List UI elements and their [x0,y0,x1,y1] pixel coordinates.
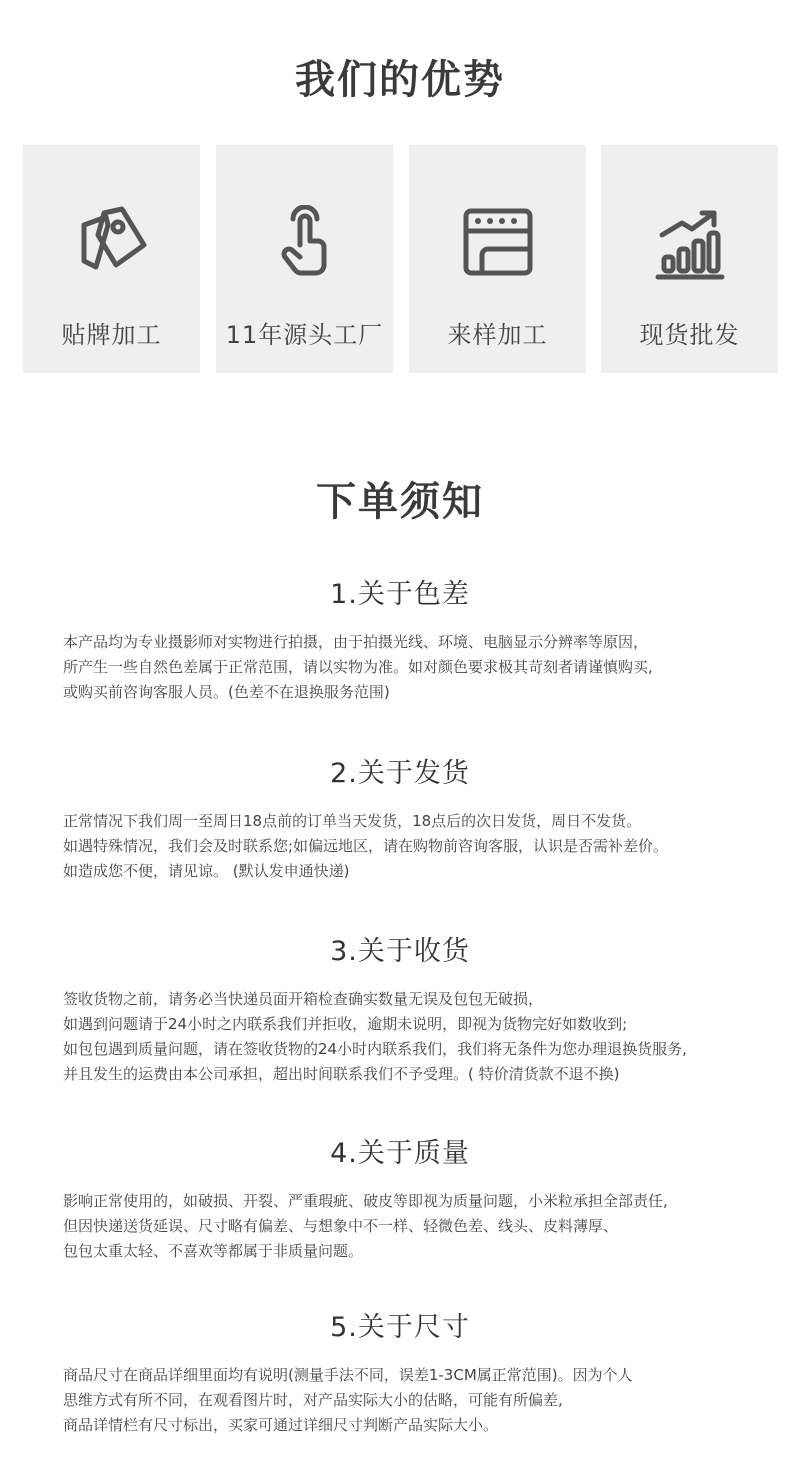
section-line: 包包太重太轻、不喜欢等都属于非质量问题。 [63,1242,364,1260]
section-line: 思维方式有所不同，在观看图片时，对产品实际大小的估略，可能有所偏差, [63,1391,563,1409]
section-line: 商品详情栏有尺寸标出，买家可通过详细尺寸判断产品实际大小。 [63,1416,499,1434]
section-line: 或购买前咨询客服人员。(色差不在退换服务范围) [63,683,390,701]
section-line: 如遇到问题请于24小时之内联系我们并拒收，逾期未说明，即视为货物完好如数收到; [63,1015,628,1033]
section-heading-size: 5.关于尺寸 [330,1312,470,1343]
section-body-quality [63,1189,793,1264]
section-line: 但因快递送货延误、尺寸略有偏差、与想象中不一样、轻微色差、线头、皮料薄厚、 [63,1217,619,1235]
advantage-label: 贴牌加工 [61,321,162,349]
section-line: 如包包遇到质量问题，请在签收货物的24小时内联系我们，我们将无条件为您办理退换货服务, [63,1040,687,1058]
pointing-hand-icon [267,205,343,281]
section-line: 本产品均为专业摄影师对实物进行拍摄，由于拍摄光线、环境、电脑显示分辨率等原因， [63,633,649,651]
section-line: 如遇特殊情况，我们会及时联系您;如偏远地区，请在购物前咨询客服，认识是否需补差价。 [63,837,669,855]
sewing-machine-icon [460,205,536,281]
growth-chart-icon [652,205,728,281]
advantage-card-sample [409,145,586,373]
notice-title: 下单须知 [316,479,484,525]
advantage-card-factory [216,145,393,373]
advantages-title: 我们的优势 [295,57,505,103]
advantage-label: 11年源头工厂 [225,321,384,349]
advantage-label: 现货批发 [639,321,740,349]
section-body-color [63,630,793,705]
price-tag-icon [74,205,150,281]
section-body-size [63,1363,793,1438]
section-heading-receiving: 3.关于收货 [330,936,470,967]
section-line: 正常情况下我们周一至周日18点前的订单当天发货，18点后的次日发货，周日不发货。 [63,812,642,830]
section-heading-color: 1.关于色差 [330,579,470,610]
section-line: 签收货物之前，请务必当快递员面开箱检查确实数量无误及包包无破损， [63,990,544,1008]
section-line: 影响正常使用的，如破损、开裂、严重瑕疵、破皮等即视为质量问题，小米粒承担全部责任, [63,1192,668,1210]
section-line: 商品尺寸在商品详细里面均有说明(测量手法不同，误差1-3CM属正常范围)。因为个人 [63,1366,633,1384]
section-heading-shipping: 2.关于发货 [330,758,470,789]
advantages-cards [23,145,778,373]
advantage-card-oem [23,145,200,373]
section-body-receiving [63,987,793,1087]
section-heading-quality: 4.关于质量 [330,1138,470,1169]
advantage-card-wholesale [601,145,778,373]
advantage-label: 来样加工 [447,321,548,349]
section-body-shipping [63,809,793,884]
section-line: 所产生一些自然色差属于正常范围，请以实物为准。如对颜色要求极其苛刻者请谨慎购买, [63,658,653,676]
section-line: 如造成您不便，请见谅。 (默认发申通快递) [63,862,350,880]
section-line: 并且发生的运费由本公司承担，超出时间联系我们不予受理。( 特价清货款不退不换) [63,1065,620,1083]
